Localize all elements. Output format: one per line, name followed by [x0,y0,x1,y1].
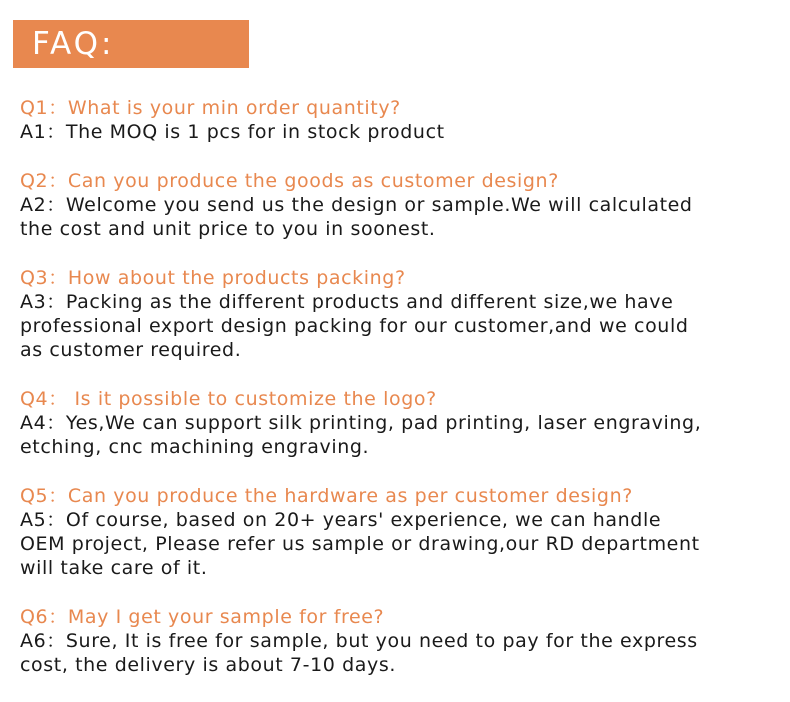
faq-answer [20,120,780,144]
faq-answer-line: etching, cnc machining engraving. [20,436,370,458]
faq-item-5 [20,484,780,580]
faq-item-6 [20,605,780,677]
faq-question: Q6：May I get your sample for free? [20,606,385,628]
faq-answer-line: A1：The MOQ is 1 pcs for in stock product [20,121,445,143]
faq-answer-line: A5：Of course, based on 20+ years' experience, we can handle [20,509,662,531]
faq-answer [20,508,780,580]
faq-answer [20,411,780,459]
faq-answer-line: OEM project, Please refer us sample or drawing,our RD department [20,533,700,555]
faq-item-1 [20,96,780,144]
faq-title: FAQ: [32,26,115,62]
faq-answer-line: cost, the delivery is about 7-10 days. [20,654,396,676]
faq-answer-line: will take care of it. [20,557,208,579]
faq-answer [20,290,780,362]
faq-question: Q3：How about the products packing? [20,267,406,289]
faq-answer-line: A2：Welcome you send us the design or sample.We will calculated [20,194,693,216]
faq-question: Q2：Can you produce the goods as customer design? [20,170,559,192]
faq-question: Q5：Can you produce the hardware as per customer design? [20,485,633,507]
faq-item-3 [20,266,780,362]
faq-answer [20,193,780,241]
faq-list [20,96,780,702]
faq-answer-line: A4：Yes,We can support silk printing, pad printing, laser engraving, [20,412,702,434]
faq-answer [20,629,780,677]
faq-question: Q1：What is your min order quantity? [20,97,401,119]
faq-answer-line: A6：Sure, It is free for sample, but you need to pay for the express [20,630,698,652]
faq-item-2 [20,169,780,241]
faq-answer-line: A3：Packing as the different products and different size,we have [20,291,674,313]
faq-answer-line: as customer required. [20,339,242,361]
faq-question: Q4： Is it possible to customize the logo? [20,388,437,410]
faq-item-4 [20,387,780,459]
faq-answer-line: the cost and unit price to you in soonest. [20,218,436,240]
faq-answer-line: professional export design packing for our customer,and we could [20,315,689,337]
